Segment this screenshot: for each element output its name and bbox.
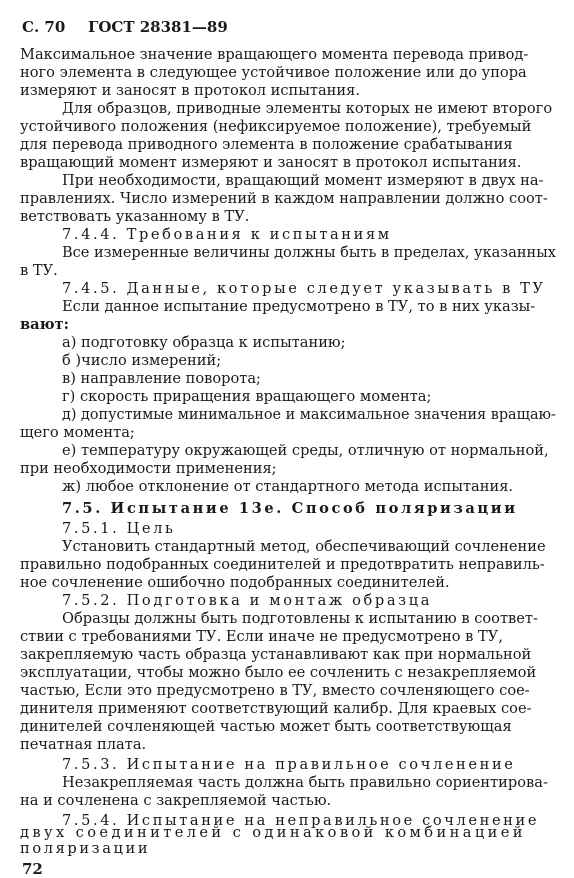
text-line: вращающий момент измеряют и заносят в протокол испытания. — [20, 154, 522, 171]
list-item: д) допустимые минимальное и максимальное значения вращаю- — [62, 406, 556, 423]
text-line: правильно подобранных соединителей и предотвратить неправиль- — [20, 556, 545, 573]
text-line: ствии с требованиями ТУ. Если иначе не предусмотрено в ТУ, — [20, 628, 503, 645]
section-heading: 7.4.5. Данные, которые следует указывать в ТУ — [62, 280, 546, 297]
text-line: Установить стандартный метод, обеспечивающий сочленение — [62, 538, 546, 555]
section-heading: 7.5.2. Подготовка и монтаж образца — [62, 592, 433, 609]
section-heading-continued: поляризации — [20, 840, 151, 857]
section-heading-continued: двух соединителей с одинаковой комбинацией — [20, 824, 526, 841]
text-line: в ТУ. — [20, 262, 58, 279]
section-heading: 7.4.4. Требования к испытаниям — [62, 226, 392, 243]
list-item: ж) любое отклонение от стандартного метода испытания. — [62, 478, 514, 495]
list-item: а) подготовку образца к испытанию; — [62, 334, 346, 351]
section-heading: 7.5.1. Цель — [62, 520, 176, 537]
section-heading: 7.5.4. Испытание на неправильное сочленение — [62, 812, 540, 829]
section-title: 7.5. Испытание 13е. Способ поляризации — [62, 500, 518, 517]
text-line: динителя применяют соответствующий калибр. Для краевых сое- — [20, 700, 532, 717]
text-line: Все измеренные величины должны быть в пределах, указанных — [62, 244, 556, 261]
text-line: Максимальное значение вращающего момента перевода привод- — [20, 46, 529, 63]
list-item: в) направление поворота; — [62, 370, 261, 387]
text-line: ное сочленение ошибочно подобранных соединителей. — [20, 574, 450, 591]
page-label: С. 70 — [22, 18, 66, 36]
text-line: Для образцов, приводные элементы которых не имеют второго — [62, 100, 553, 117]
text-line: при необходимости применения; — [20, 460, 277, 477]
text-line: печатная плата. — [20, 736, 147, 753]
text-line: эксплуатации, чтобы можно было ее сочленить с незакрепляемой — [20, 664, 537, 681]
text-line: для перевода приводного элемента в положение срабатывания — [20, 136, 513, 153]
text-line: ного элемента в следующее устойчивое положение или до упора — [20, 64, 527, 81]
section-heading: 7.5.3. Испытание на правильное сочленение — [62, 756, 516, 773]
text-line: Незакрепляемая часть должна быть правильно сориентирова- — [62, 774, 548, 791]
text-line: Если данное испытание предусмотрено в ТУ, то в них указы- — [62, 298, 536, 315]
text-line: измеряют и заносят в протокол испытания. — [20, 82, 360, 99]
text-line: динителей сочленяющей частью может быть соответствующая — [20, 718, 512, 735]
text-line: щего момента; — [20, 424, 135, 441]
list-item: е) температуру окружающей среды, отличную от нормальной, — [62, 442, 549, 459]
list-item: б )число измерений; — [62, 352, 222, 369]
text-line: закрепляемую часть образца устанавливают как при нормальной — [20, 646, 532, 663]
text-line: правлениях. Число измерений в каждом направлении должно соот- — [20, 190, 548, 207]
list-item: г) скорость приращения вращающего момента; — [62, 388, 432, 405]
standard-number: ГОСТ 28381—89 — [88, 18, 228, 36]
text-line: При необходимости, вращающий момент измеряют в двух на- — [62, 172, 544, 189]
text-line: на и сочленена с закрепляемой частью. — [20, 792, 332, 809]
text-line: устойчивого положения (нефиксируемое положение), требуемый — [20, 118, 532, 135]
text-line: ветствовать указанному в ТУ. — [20, 208, 250, 225]
text-line: Образцы должны быть подготовлены к испытанию в соответ- — [62, 610, 538, 627]
text-line: вают: — [20, 316, 69, 333]
text-line: частью, Если это предусмотрено в ТУ, вместо сочленяющего сое- — [20, 682, 530, 699]
page-number: 72 — [22, 860, 43, 878]
